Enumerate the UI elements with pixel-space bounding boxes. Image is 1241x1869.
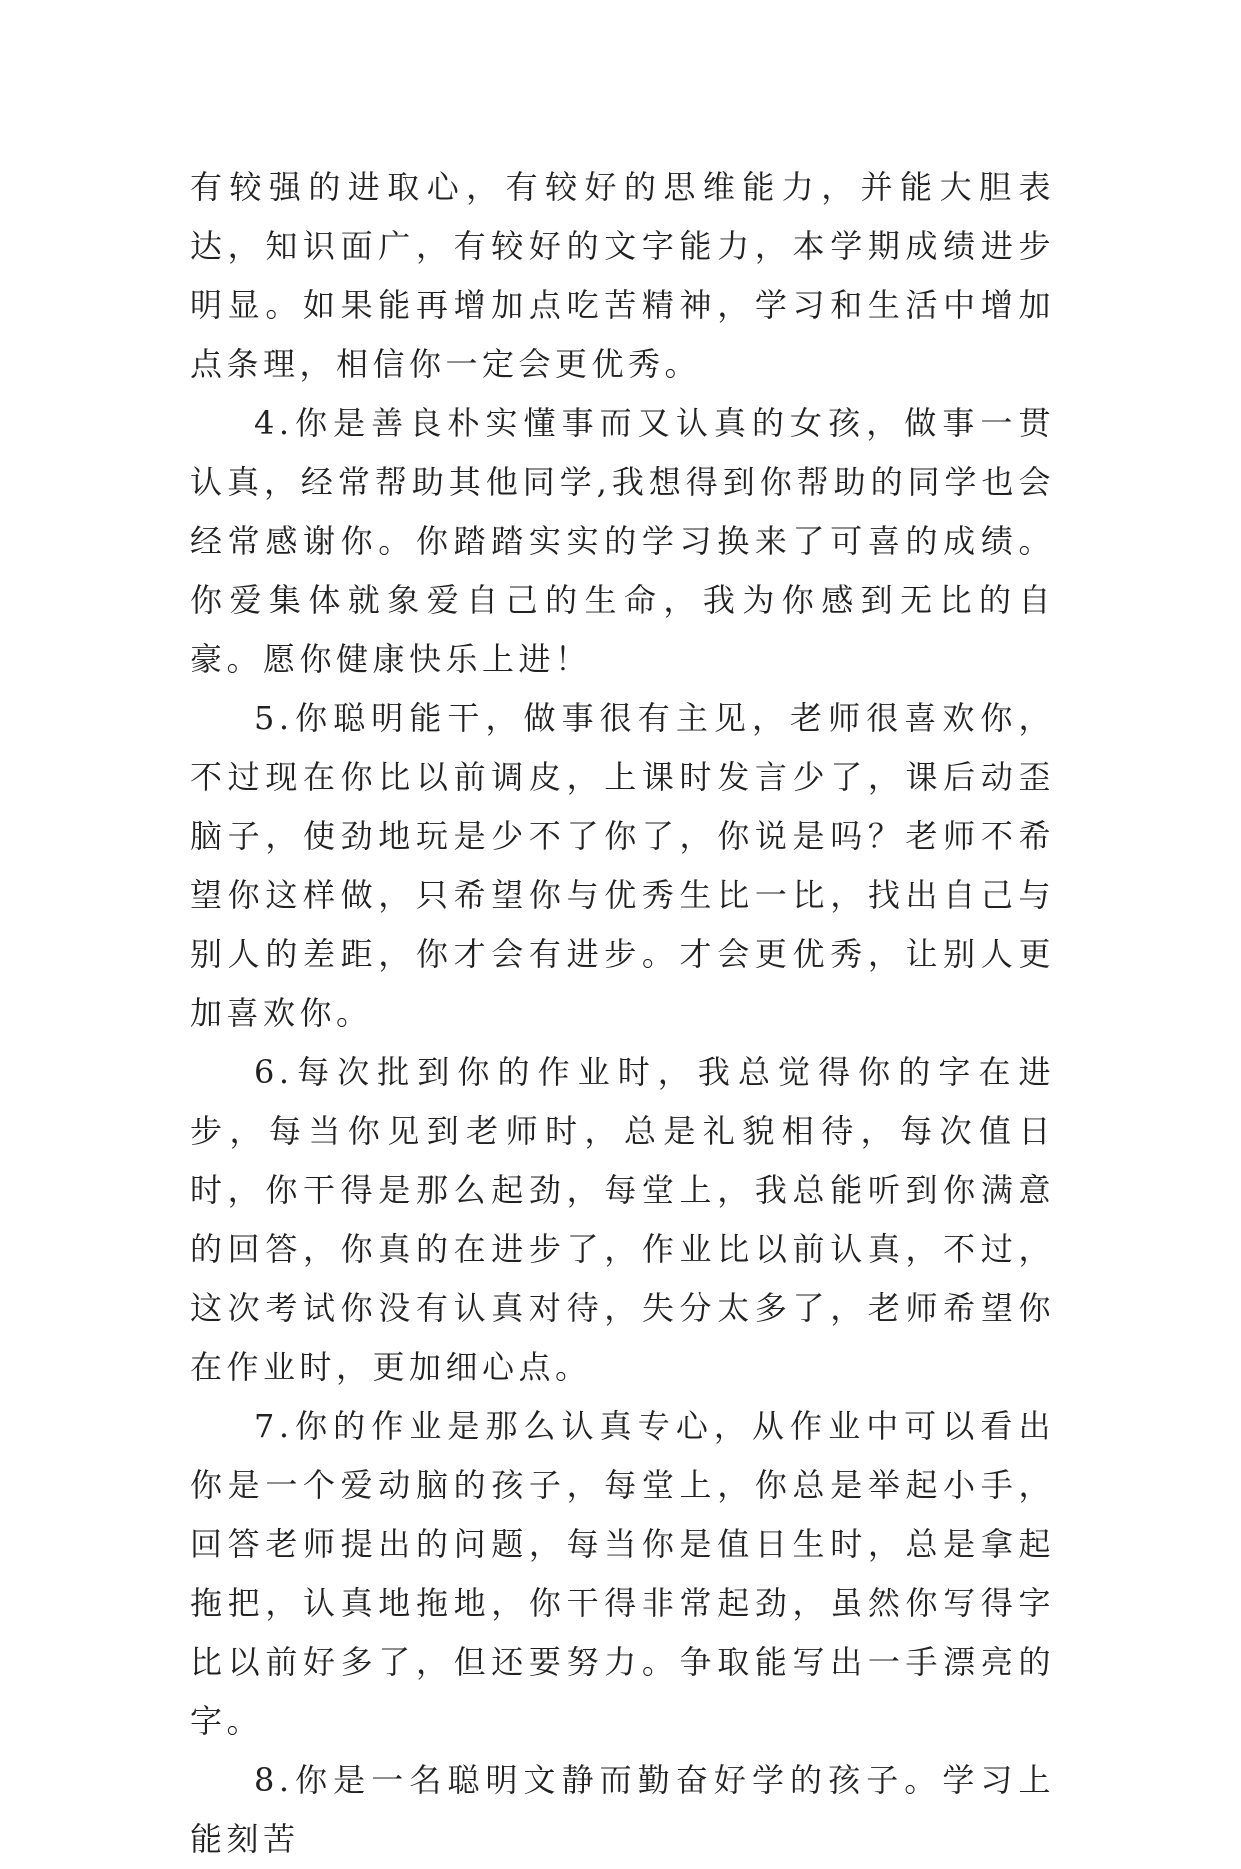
paragraph-comment-4: 4.你是善良朴实懂事而又认真的女孩，做事一贯认真，经常帮助其他同学,我想得到你帮助的同学也会经常感谢你。你踏踏实实的学习换来了可喜的成绩。你爱集体就象爱自己的生命，我为你感到无比的自豪。愿你健康快乐上进！ xyxy=(190,404,1055,678)
paragraph-comment-8: 8.你是一名聪明文静而勤奋好学的孩子。学习上能刻苦 xyxy=(190,1761,1055,1858)
document-body xyxy=(190,158,1055,1869)
paragraph-comment-5: 5.你聪明能干，做事很有主见，老师很喜欢你，不过现在你比以前调皮，上课时发言少了，课后动歪脑子，使劲地玩是少不了你了，你说是吗？老师不希望你这样做，只希望你与优秀生比一比，找出自己与别人的差距，你才会有进步。才会更优秀，让别人更加喜欢你。 xyxy=(190,699,1055,1032)
paragraph-comment-6: 6.每次批到你的作业时，我总觉得你的字在进步，每当你见到老师时，总是礼貌相待，每次值日时，你干得是那么起劲，每堂上，我总能听到你满意的回答，你真的在进步了，作业比以前认真，不过，这次考试你没有认真对待，失分太多了，老师希望你在作业时，更加细心点。 xyxy=(190,1053,1055,1386)
paragraph-comment-7: 7.你的作业是那么认真专心，从作业中可以看出你是一个爱动脑的孩子，每堂上，你总是举起小手，回答老师提出的问题，每当你是值日生时，总是拿起拖把，认真地拖地，你干得非常起劲，虽然你写得字比以前好多了，但还要努力。争取能写出一手漂亮的字。 xyxy=(190,1407,1055,1740)
paragraph-continued: 有较强的进取心，有较好的思维能力，并能大胆表达，知识面广，有较好的文字能力，本学期成绩进步明显。如果能再增加点吃苦精神，学习和生活中增加点条理，相信你一定会更优秀。 xyxy=(190,168,1055,383)
